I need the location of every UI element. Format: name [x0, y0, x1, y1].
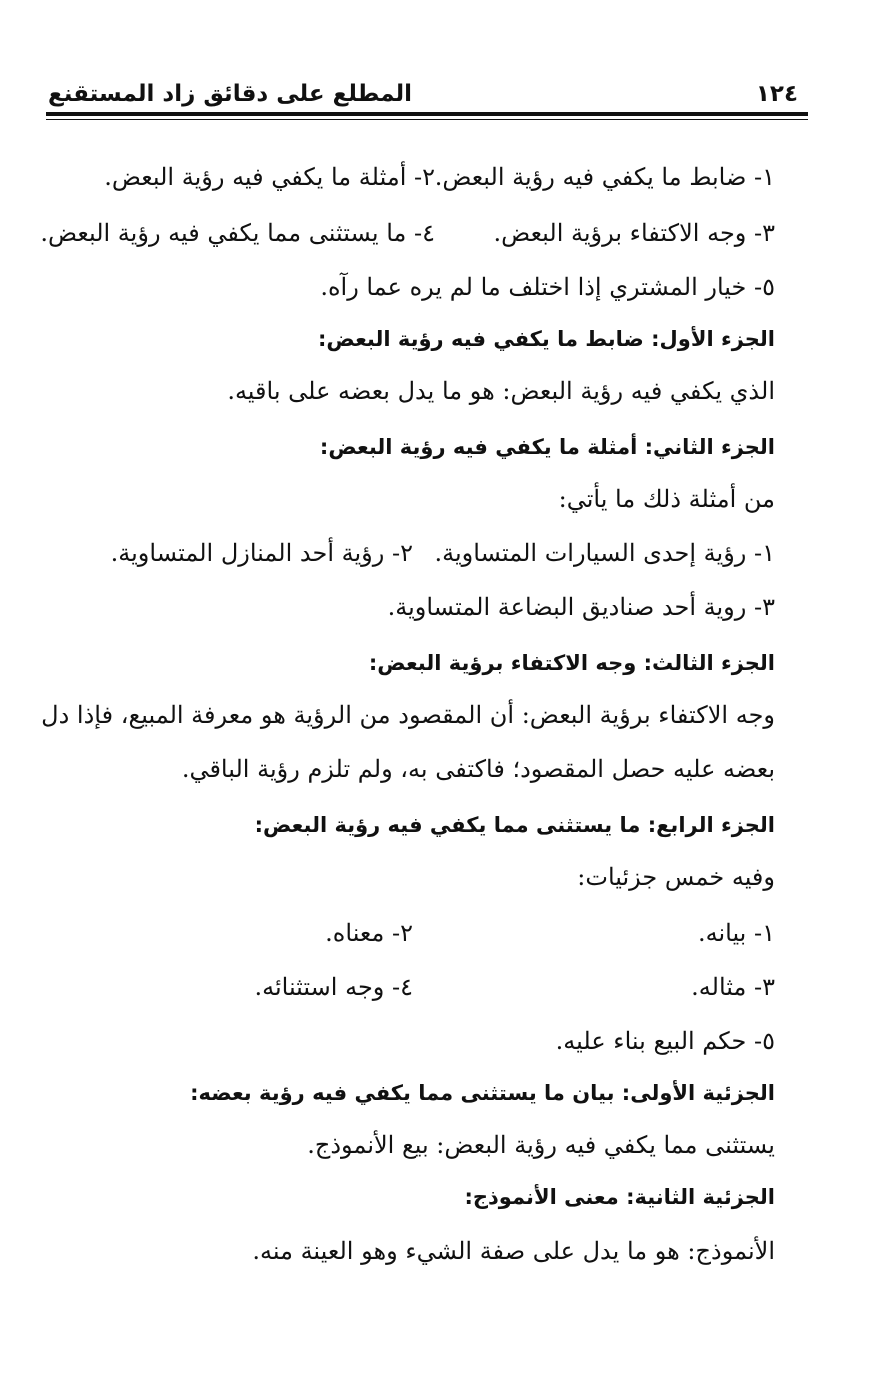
list-item: ١- بيانه. — [697, 919, 775, 947]
list-item: ٢- أمثلة ما يكفي فيه رؤية البعض. — [104, 163, 435, 191]
paragraph: يستثنى مما يكفي فيه رؤية البعض: بيع الأنموذج. — [307, 1131, 775, 1159]
header-rule-thick — [46, 112, 808, 116]
list-item: ٤- ما يستثنى مما يكفي فيه رؤية البعض. — [40, 219, 435, 247]
list-item: ٣- مثاله. — [691, 973, 775, 1001]
list-item: ٣- وجه الاكتفاء برؤية البعض. — [493, 219, 775, 247]
list-item: ٢- رؤية أحد المنازل المتساوية. — [110, 539, 413, 567]
list-item: ١- رؤية إحدى السيارات المتساوية. — [434, 539, 775, 567]
section-heading: الجزء الأول: ضابط ما يكفي فيه رؤية البعض: — [318, 327, 775, 351]
list-item: ٢- معناه. — [325, 919, 413, 947]
paragraph: وجه الاكتفاء برؤية البعض: أن المقصود من الرؤية هو معرفة المبيع، فإذا دل — [41, 701, 775, 729]
paragraph: الأنموذج: هو ما يدل على صفة الشيء وهو العينة منه. — [252, 1237, 775, 1265]
list-item: ٤- وجه استثنائه. — [254, 973, 413, 1001]
list-item: ٣- روية أحد صناديق البضاعة المتساوية. — [387, 593, 775, 621]
section-heading: الجزء الثاني: أمثلة ما يكفي فيه رؤية البعض: — [319, 435, 775, 459]
list-item: ٥- حكم البيع بناء عليه. — [555, 1027, 775, 1055]
list-item: ١- ضابط ما يكفي فيه رؤية البعض. — [434, 163, 775, 191]
section-heading: الجزء الرابع: ما يستثنى مما يكفي فيه رؤية البعض: — [254, 813, 775, 837]
section-heading: الجزئية الأولى: بيان ما يستثنى مما يكفي فيه رؤية بعضه: — [190, 1081, 775, 1105]
section-heading: الجزئية الثانية: معنى الأنموذج: — [464, 1185, 775, 1209]
list-item: ٥- خيار المشتري إذا اختلف ما لم يره عما رآه. — [320, 273, 775, 301]
section-heading: الجزء الثالث: وجه الاكتفاء برؤية البعض: — [368, 651, 775, 675]
paragraph: بعضه عليه حصل المقصود؛ فاكتفى به، ولم تلزم رؤية الباقي. — [181, 755, 775, 783]
paragraph: الذي يكفي فيه رؤية البعض: هو ما يدل بعضه على باقيه. — [227, 377, 775, 405]
page-header — [48, 80, 808, 116]
header-rule-thin — [46, 119, 808, 120]
paragraph: من أمثلة ذلك ما يأتي: — [558, 485, 775, 513]
book-title: المطلع على دقائق زاد المستقنع — [48, 81, 413, 107]
page-number: ١٢٤ — [755, 81, 798, 107]
paragraph: وفيه خمس جزئيات: — [577, 863, 775, 891]
